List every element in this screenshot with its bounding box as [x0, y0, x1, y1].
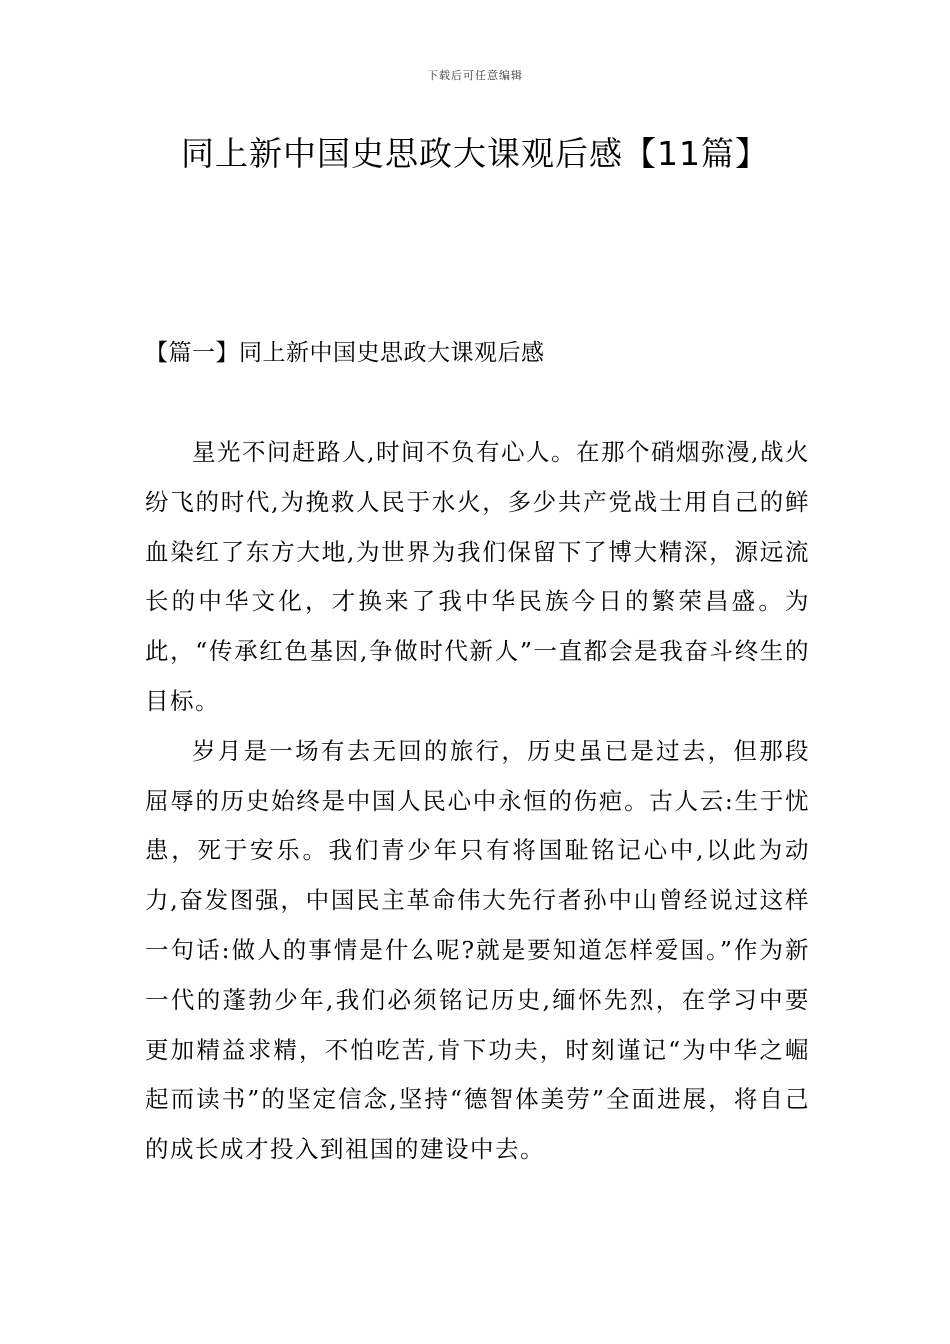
section-heading: 【篇一】同上新中国史思政大课观后感 [145, 340, 545, 366]
document-title: 同上新中国史思政大课观后感【11篇】 [181, 134, 769, 173]
paragraph-1: 星光不问赶路人,时间不负有心人。在那个硝烟弥漫,战火纷飞的时代,为挽救人民于水火，多少共产党战士用自己的鲜血染红了东方大地,为世界为我们保留下了博大精深，源远流长的中华文化，才换来了我中华民族今日的繁荣昌盛。为此，“传承红色基因,争做时代新人”一直都会是我奋斗终生的目标。 [145, 438, 810, 715]
body-text [145, 428, 810, 1175]
paragraph-2: 岁月是一场有去无回的旅行，历史虽已是过去，但那段屈辱的历史始终是中国人民心中永恒的伤疤。古人云:生于忧患，死于安乐。我们青少年只有将国耻铭记心中,以此为动力,奋发图强，中国民主革命伟大先行者孙中山曾经说过这样一句话:做人的事情是什么呢?就是要知道怎样爱国。”作为新一代的蓬勃少年,我们必须铭记历史,缅怀先烈，在学习中要更加精益求精，不怕吃苦,肯下功夫，时刻谨记“为中华之崛起而读书”的坚定信念,坚持“德智体美劳”全面进展，将自己的成长成才投入到祖国的建设中去。 [145, 736, 810, 1164]
header-note: 下载后可任意编辑 [427, 69, 523, 82]
